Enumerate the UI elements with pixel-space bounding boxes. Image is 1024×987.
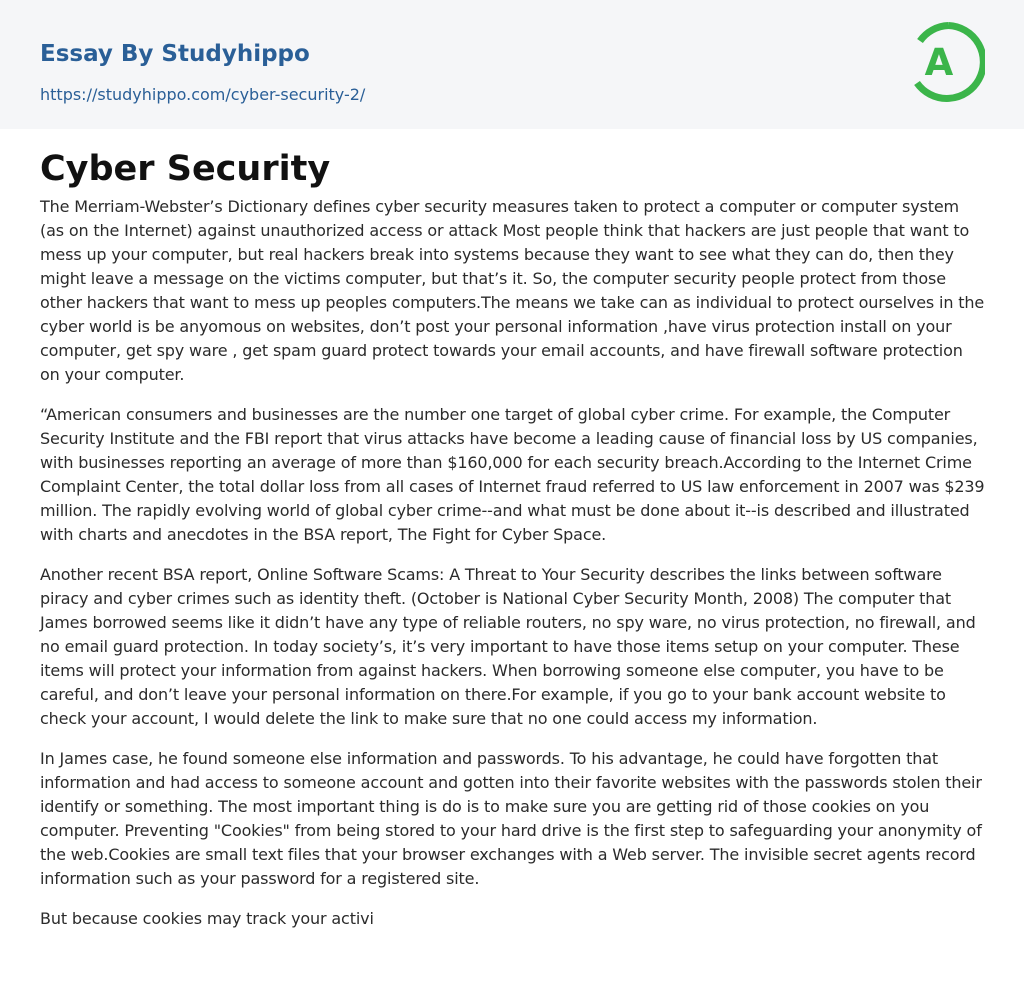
logo-letter: A <box>924 41 954 84</box>
essay-paragraph: But because cookies may track your activi <box>40 909 374 928</box>
page-header <box>0 0 1024 129</box>
essay-paragraph: In James case, he found someone else information and passwords. To his advantage, he could have forgotten that information and had access to someone account and gotten into their favorite websites with the passwords stolen their identify or something. The most important thing is do is to make sure you are getting rid of those cookies on you computer. Preventing "Cookies" from being stored to your hard drive is the first step to safeguarding your anonymity of the web.Cookies are small text files that your browser exchanges with a Web server. The invisible secret agents record information such as your password for a registered site. <box>40 749 982 888</box>
essay-title: Cyber Security <box>40 149 331 189</box>
studyhippo-logo[interactable] <box>912 20 985 104</box>
essay-paragraph: The Merriam-Webster’s Dictionary defines cyber security measures taken to protect a computer or computer system (as on the Internet) against unauthorized access or attack Most people think that hackers are just people that want to mess up your computer, but real hackers break into systems because they want to see what they can do, then they might leave a message on the victims computer, but that’s it. So, the computer security people protect from those other hackers that want to mess up peoples computers.The means we take can as individual to protect ourselves in the cyber world is be anyomous on websites, don’t post your personal information ,have virus protection install on your computer, get spy ware , get spam guard protect towards your email accounts, and have firewall software protection on your computer. <box>40 197 985 384</box>
site-brand: Essay By Studyhippo <box>40 41 310 67</box>
essay-content <box>40 146 985 947</box>
logo-icon <box>912 20 985 104</box>
essay-paragraph: “American consumers and businesses are the number one target of global cyber crime. For example, the Computer Security Institute and the FBI report that virus attacks have become a leading cause of financial loss by US companies, with businesses reporting an average of more than $160,000 for each security breach.According to the Internet Crime Complaint Center, the total dollar loss from all cases of Internet fraud referred to US law enforcement in 2007 was $239 million. The rapidly evolving world of global cyber crime--and what must be done about it--is described and illustrated with charts and anecdotes in the BSA report, The Fight for Cyber Space. <box>40 405 985 544</box>
essay-paragraph: Another recent BSA report, Online Software Scams: A Threat to Your Security describes the links between software piracy and cyber crimes such as identity theft. (October is National Cyber Security Month, 2008) The computer that James borrowed seems like it didn’t have any type of reliable routers, no spy ware, no virus protection, no firewall, and no email guard protection. In today society’s, it’s very important to have those items setup on your computer. These items will protect your information from against hackers. When borrowing someone else computer, you have to be careful, and don’t leave your personal information on there.For example, if you go to your bank account website to check your account, I would delete the link to make sure that no one could access my information. <box>40 565 976 728</box>
essay-url-link[interactable]: https://studyhippo.com/cyber-security-2/ <box>40 85 366 104</box>
